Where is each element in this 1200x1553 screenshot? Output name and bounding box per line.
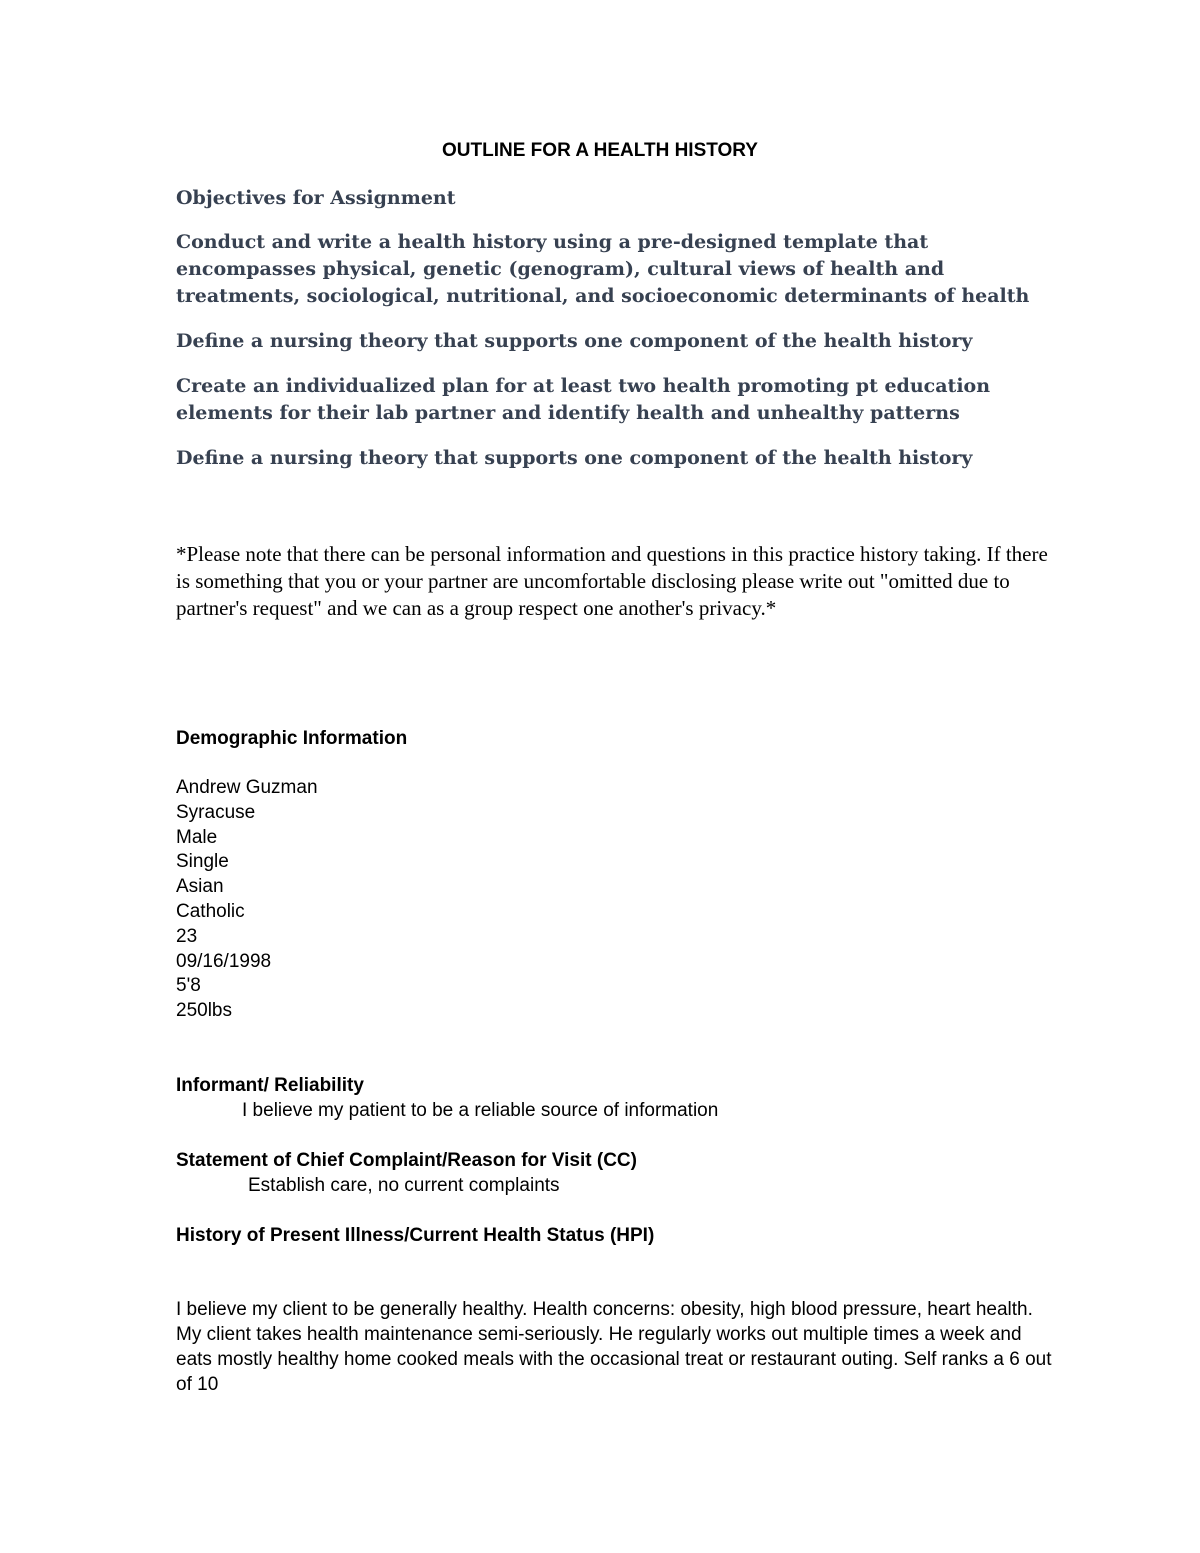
demographic-age: 23 [176,925,198,947]
demographic-name: Andrew Guzman [176,777,318,798]
demographic-sex: Male [176,826,218,848]
demographic-religion: Catholic [176,900,245,922]
objectives-heading: Objectives for Assignment [176,187,456,209]
demographic-race: Asian [176,876,224,898]
demographics-list [176,776,318,1024]
informant-text: I believe my patient to be a reliable source of information [242,1100,719,1121]
hpi-text: I believe my client to be generally healthy. Health concerns: obesity, high blood pressure, heart health. My client takes health maintenance semi-seriously. He regularly works out multiple times a week and eats mostly healthy home cooked meals with the occasional treat or restaurant outing. Self ranks a 6 out of 10 [176,1299,1052,1395]
chief-complaint-text: Establish care, no current complaints [248,1175,560,1196]
demographics-heading: Demographic Information [176,728,408,749]
hpi-heading: History of Present Illness/Current Health Status (HPI) [176,1225,655,1246]
objective-item: Create an individualized plan for at least two health promoting pt education elements for their lab partner and identify health and unhealthy patterns [176,375,991,424]
objective-item: Conduct and write a health history using a pre-designed template that encompasses physical, genetic (genogram), cultural views of health and treatments, sociological, nutritional, and socioeconomic determinants of health [176,231,1030,307]
demographic-height: 5'8 [176,975,201,997]
demographic-marital-status: Single [176,851,229,873]
informant-heading: Informant/ Reliability [176,1075,364,1096]
chief-complaint-heading: Statement of Chief Complaint/Reason for Visit (CC) [176,1150,637,1171]
demographic-weight: 250lbs [176,1000,232,1022]
demographic-dob: 09/16/1998 [176,950,272,972]
demographic-city: Syracuse [176,801,256,823]
objective-item: Define a nursing theory that supports one component of the health history [176,447,973,469]
document-title: OUTLINE FOR A HEALTH HISTORY [442,140,758,161]
privacy-note: *Please note that there can be personal information and questions in this practice history taking. If there is something that you or your partner are uncomfortable disclosing please write out "omitted due to partner's request" and we can as a group respect one another's privacy.* [176,542,1048,620]
objective-item: Define a nursing theory that supports one component of the health history [176,330,973,352]
